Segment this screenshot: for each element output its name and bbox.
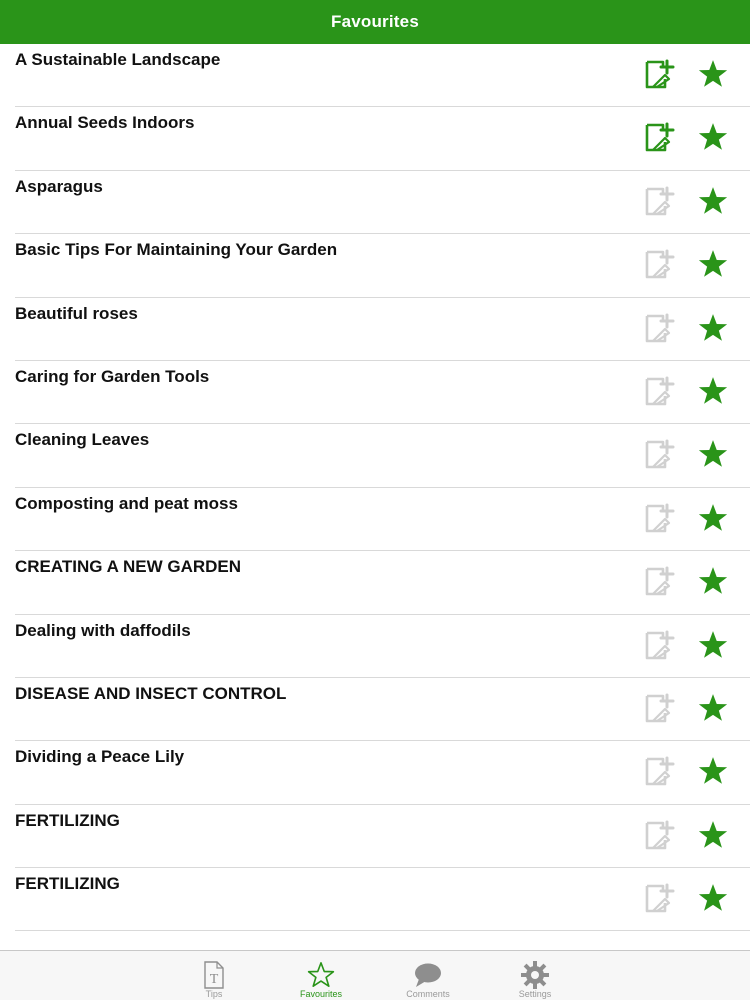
page-title: Favourites [331,12,419,31]
speech-bubble-icon [414,961,442,989]
list-item[interactable] [15,868,750,931]
favourite-star-icon[interactable] [696,563,730,599]
item-title: FERTILIZING [15,874,120,894]
item-title: Basic Tips For Maintaining Your Garden [15,240,338,260]
item-title: Composting and peat moss [15,493,238,513]
favourites-list[interactable] [0,44,750,950]
favourite-star-icon[interactable] [696,436,730,472]
list-item[interactable] [15,107,750,170]
list-item[interactable] [15,234,750,297]
favourite-star-icon[interactable] [696,690,730,726]
edit-note-icon[interactable] [642,121,676,155]
tab-label: Favourites [299,989,343,999]
favourite-star-icon[interactable] [696,373,730,409]
list-item[interactable] [15,741,750,804]
favourite-star-icon[interactable] [696,310,730,346]
list-item[interactable] [15,551,750,614]
add-note-icon[interactable] [642,438,676,472]
add-note-icon[interactable] [642,882,676,916]
list-item[interactable] [15,424,750,487]
favourite-star-icon[interactable] [696,119,730,155]
item-title: Beautiful roses [15,303,138,323]
list-item[interactable] [15,488,750,551]
tab-bar [0,950,750,1000]
favourite-star-icon[interactable] [696,753,730,789]
item-title: Asparagus [15,176,103,196]
edit-note-icon[interactable] [642,58,676,92]
list-item[interactable] [15,171,750,234]
add-note-icon[interactable] [642,375,676,409]
list-item[interactable] [15,361,750,424]
item-title: A Sustainable Landscape [15,50,221,69]
favourite-star-icon[interactable] [696,183,730,219]
tab-comments[interactable] [383,951,473,1000]
gear-icon [521,961,549,989]
favourite-star-icon[interactable] [696,246,730,282]
tab-label: Tips [205,989,223,999]
item-title: Cleaning Leaves [15,430,150,450]
favourite-star-icon[interactable] [696,627,730,663]
tab-label: Comments [406,989,450,999]
tab-tips[interactable] [169,951,259,1000]
list-item[interactable] [15,805,750,868]
favourite-star-icon[interactable] [696,880,730,916]
add-note-icon[interactable] [642,755,676,789]
document-icon [202,961,226,989]
add-note-icon[interactable] [642,185,676,219]
item-title: Caring for Garden Tools [15,366,210,386]
item-title: Dealing with daffodils [15,620,191,640]
add-note-icon[interactable] [642,819,676,853]
item-title: FERTILIZING [15,810,120,830]
tab-favourites[interactable] [276,951,366,1000]
add-note-icon[interactable] [642,629,676,663]
tab-label: Settings [518,989,552,999]
item-title: CREATING A NEW GARDEN [15,557,242,577]
item-title: DISEASE AND INSECT CONTROL [15,683,287,703]
star-outline-icon [307,961,335,989]
list-item[interactable] [15,44,750,107]
svg-text:T: T [209,972,219,987]
add-note-icon[interactable] [642,565,676,599]
list-item[interactable] [15,615,750,678]
add-note-icon[interactable] [642,312,676,346]
add-note-icon[interactable] [642,502,676,536]
item-title: Annual Seeds Indoors [15,113,195,133]
favourite-star-icon[interactable] [696,817,730,853]
navigation-bar [0,0,750,44]
favourite-star-icon[interactable] [696,500,730,536]
tab-settings[interactable] [490,951,580,1000]
add-note-icon[interactable] [642,248,676,282]
list-item[interactable] [15,678,750,741]
favourite-star-icon[interactable] [696,56,730,92]
item-title: Dividing a Peace Lily [15,747,185,767]
list-item[interactable] [15,298,750,361]
add-note-icon[interactable] [642,692,676,726]
